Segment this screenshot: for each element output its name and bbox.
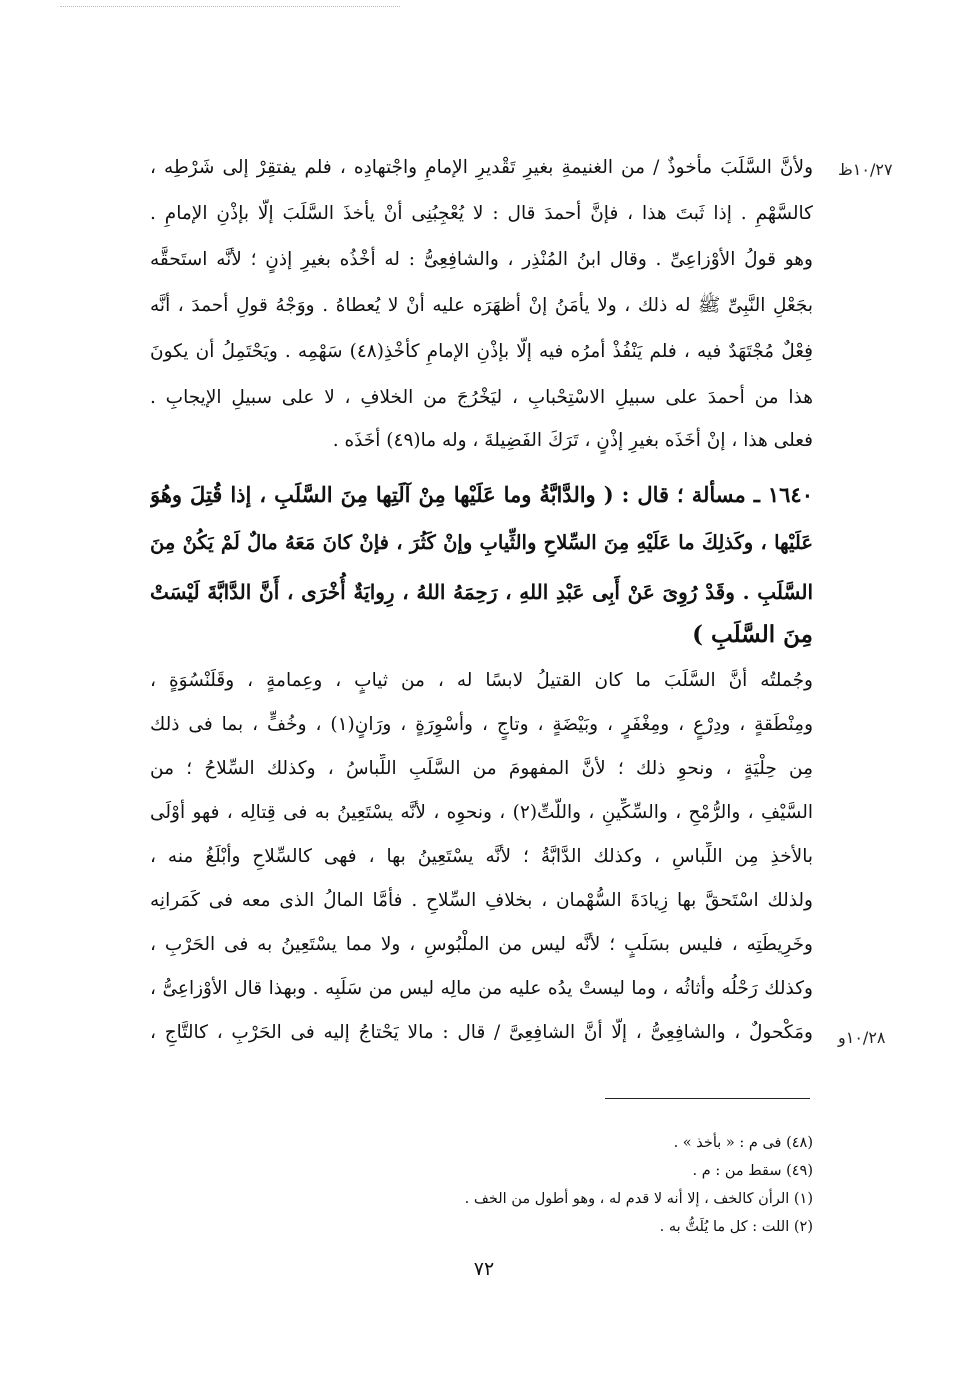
masala-line: مِنَ السَّلَبِ )	[692, 621, 813, 648]
margin-ref-folio-28: ١٠/٢٨و	[838, 1028, 886, 1047]
margin-ref-folio-27: ١٠/٢٧ظ	[838, 160, 893, 179]
footnote-separator	[605, 1098, 810, 1099]
masala-line: السَّلَبِ . وقَدْ رُوِىَ عَنْ أَبِى عَبْدِ اللهِ ، رَحِمَهُ اللهُ ، رِوايَةٌ أُخْرَى ، أَنَّ الدَّابَّةَ لَيْسَتْ	[150, 580, 813, 604]
page-number: ٧٢	[473, 1258, 495, 1280]
paragraph2-line: مِن حِلْيَةٍ ، ونحوِ ذلك ؛ لأنَّ المفهومَ من السَّلَبِ اللِّباسُ ، وكذلك السِّلاحُ ؛ من	[150, 758, 813, 779]
paragraph1-line: فِعْلٌ مُجْتَهَدٌ فيه ، فلم يَنْفُذْ أمرُه فيه إلَّا بإذْنِ الإمامِ كأخْذِ(٤٨) سَهْمِه . ويَحْتَمِلُ أن يكونَ	[150, 341, 813, 362]
paragraph2-line: ومِنْطَقةٍ ، ودِرْعٍ ، ومِغْفَرٍ ، وبَيْضَةٍ ، وتاجٍ ، وأسْوِرَةٍ ، ورَانٍ(١) ، وخُفٍّ ، بما فى ذلك	[150, 714, 813, 735]
paragraph1-line: بجَعْلِ النَّبِىِّ ﷺ له ذلك ، ولا يأمَنُ إنْ أظهَرَه عليه أنْ لا يُعطاهُ . ووَجْهُ قولِ أحمدَ ، أنَّه	[150, 295, 813, 316]
footnote-item: (٤٨) فى م : « بأخذ » .	[673, 1135, 813, 1151]
masala-line: ١٦٤٠ ـ مسألة ؛ قال : ( والدَّابَّةُ وما عَلَيْها مِنْ آلَتِها مِنَ السَّلَبِ ، إذا قُتِلَ وهُوَ	[150, 482, 813, 507]
paragraph1-line: هذا من أحمدَ على سبيلِ الاسْتِحْبابِ ، ليَخْرُجَ من الخلافِ ، لا على سبيلِ الإيجابِ .	[150, 387, 813, 408]
paragraph2-line: ومَكْحولٌ ، والشافِعِىُّ ، إلَّا أنَّ الشافِعِىَّ / قال : مالا يَحْتاجُ إليه فى الحَرْبِ ، كالتَّاجِ ،	[150, 1022, 813, 1043]
paragraph2-line: ولذلك اسْتَحقَّ بها زِيادَةَ السُّهْمان ، بخلافِ السِّلاحِ . فأمَّا المالُ الذى معه فى كَمَرانِه	[150, 890, 813, 911]
paragraph1-line: ولأنَّ السَّلَبَ مأْخوذٌ / من الغنيمةِ بغيرِ تَقْديرِ الإمامِ واجْتهادِه ، فلم يفتقِرْ إلى شَرْطِه ،	[150, 157, 813, 178]
scan-artifact-line	[60, 6, 400, 7]
paragraph2-line: وجُملتُه أنَّ السَّلَبَ ما كان القتيلُ لابسًا له ، من ثيابٍ ، وعِمامةٍ ، وقَلَنْسُوَةٍ ،	[150, 670, 813, 691]
footnote-item: (٤٩) سقط من : م .	[692, 1163, 813, 1179]
footnote-item: (١) الرأن كالخف ، إلا أنه لا قدم له ، وهو أطول من الخف .	[464, 1191, 813, 1207]
paragraph1-line: كالسَّهْمِ . إذا ثَبتَ هذا ، فإنَّ أحمدَ قال : لا يُعْجِبُنِى أنْ يأخذَ السَّلَبَ إلَّا بإذْنِ الإمامِ .	[150, 203, 813, 224]
paragraph2-line: وخَرِيطَتِه ، فليس بسَلَبٍ ؛ لأنَّه ليس من الملْبُوسِ ، ولا مما يسْتَعِينُ به فى الحَرْبِ ،	[150, 934, 813, 955]
footnote-item: (٢) اللت : كل ما يُلَتُّ به .	[659, 1219, 813, 1235]
paragraph2-line: السَّيْفِ ، والرُّمْحِ ، والسِّكِّينِ ، واللَّتِّ(٢) ، ونحوِه ، لأنَّه يسْتَعِينُ به فى قِتالِه ، فهو أوْلَى	[150, 802, 813, 823]
paragraph2-line: وكذلك رَحْلُه وأثاثُه ، وما ليستْ يدُه عليه من مالِه ليس من سَلَبِه . وبهذا قال الأوْزاعِىُّ ،	[150, 978, 813, 999]
paragraph1-line: فعلى هذا ، إنْ أخَذَه بغيرِ إذْنٍ ، تَرَكَ الفَضِيلةَ ، وله ما(٤٩) أخَذَه .	[332, 430, 813, 451]
paragraph2-line: بالأخذِ مِن اللِّباسِ ، وكذلك الدَّابَّةُ ؛ لأنَّه يسْتَعِينُ بها ، فهى كالسِّلاحِ وأبْلَغُ منه ،	[150, 846, 813, 867]
masala-line: عَلَيْها ، وكَذلِكَ ما عَلَيْهِ مِنَ السِّلاحِ والثِّيابِ وإنْ كَثُرَ ، فإنْ كانَ مَعَهُ مالٌ لَمْ يَكُنْ مِنَ	[150, 531, 813, 554]
paragraph1-line: وهو قولُ الأوْزاعِىِّ . وقال ابنُ المُنْذِر ، والشافِعِىُّ : له أخْذُه بغيرِ إذنٍ ؛ لأنَّه استَحقَّه	[150, 249, 813, 270]
